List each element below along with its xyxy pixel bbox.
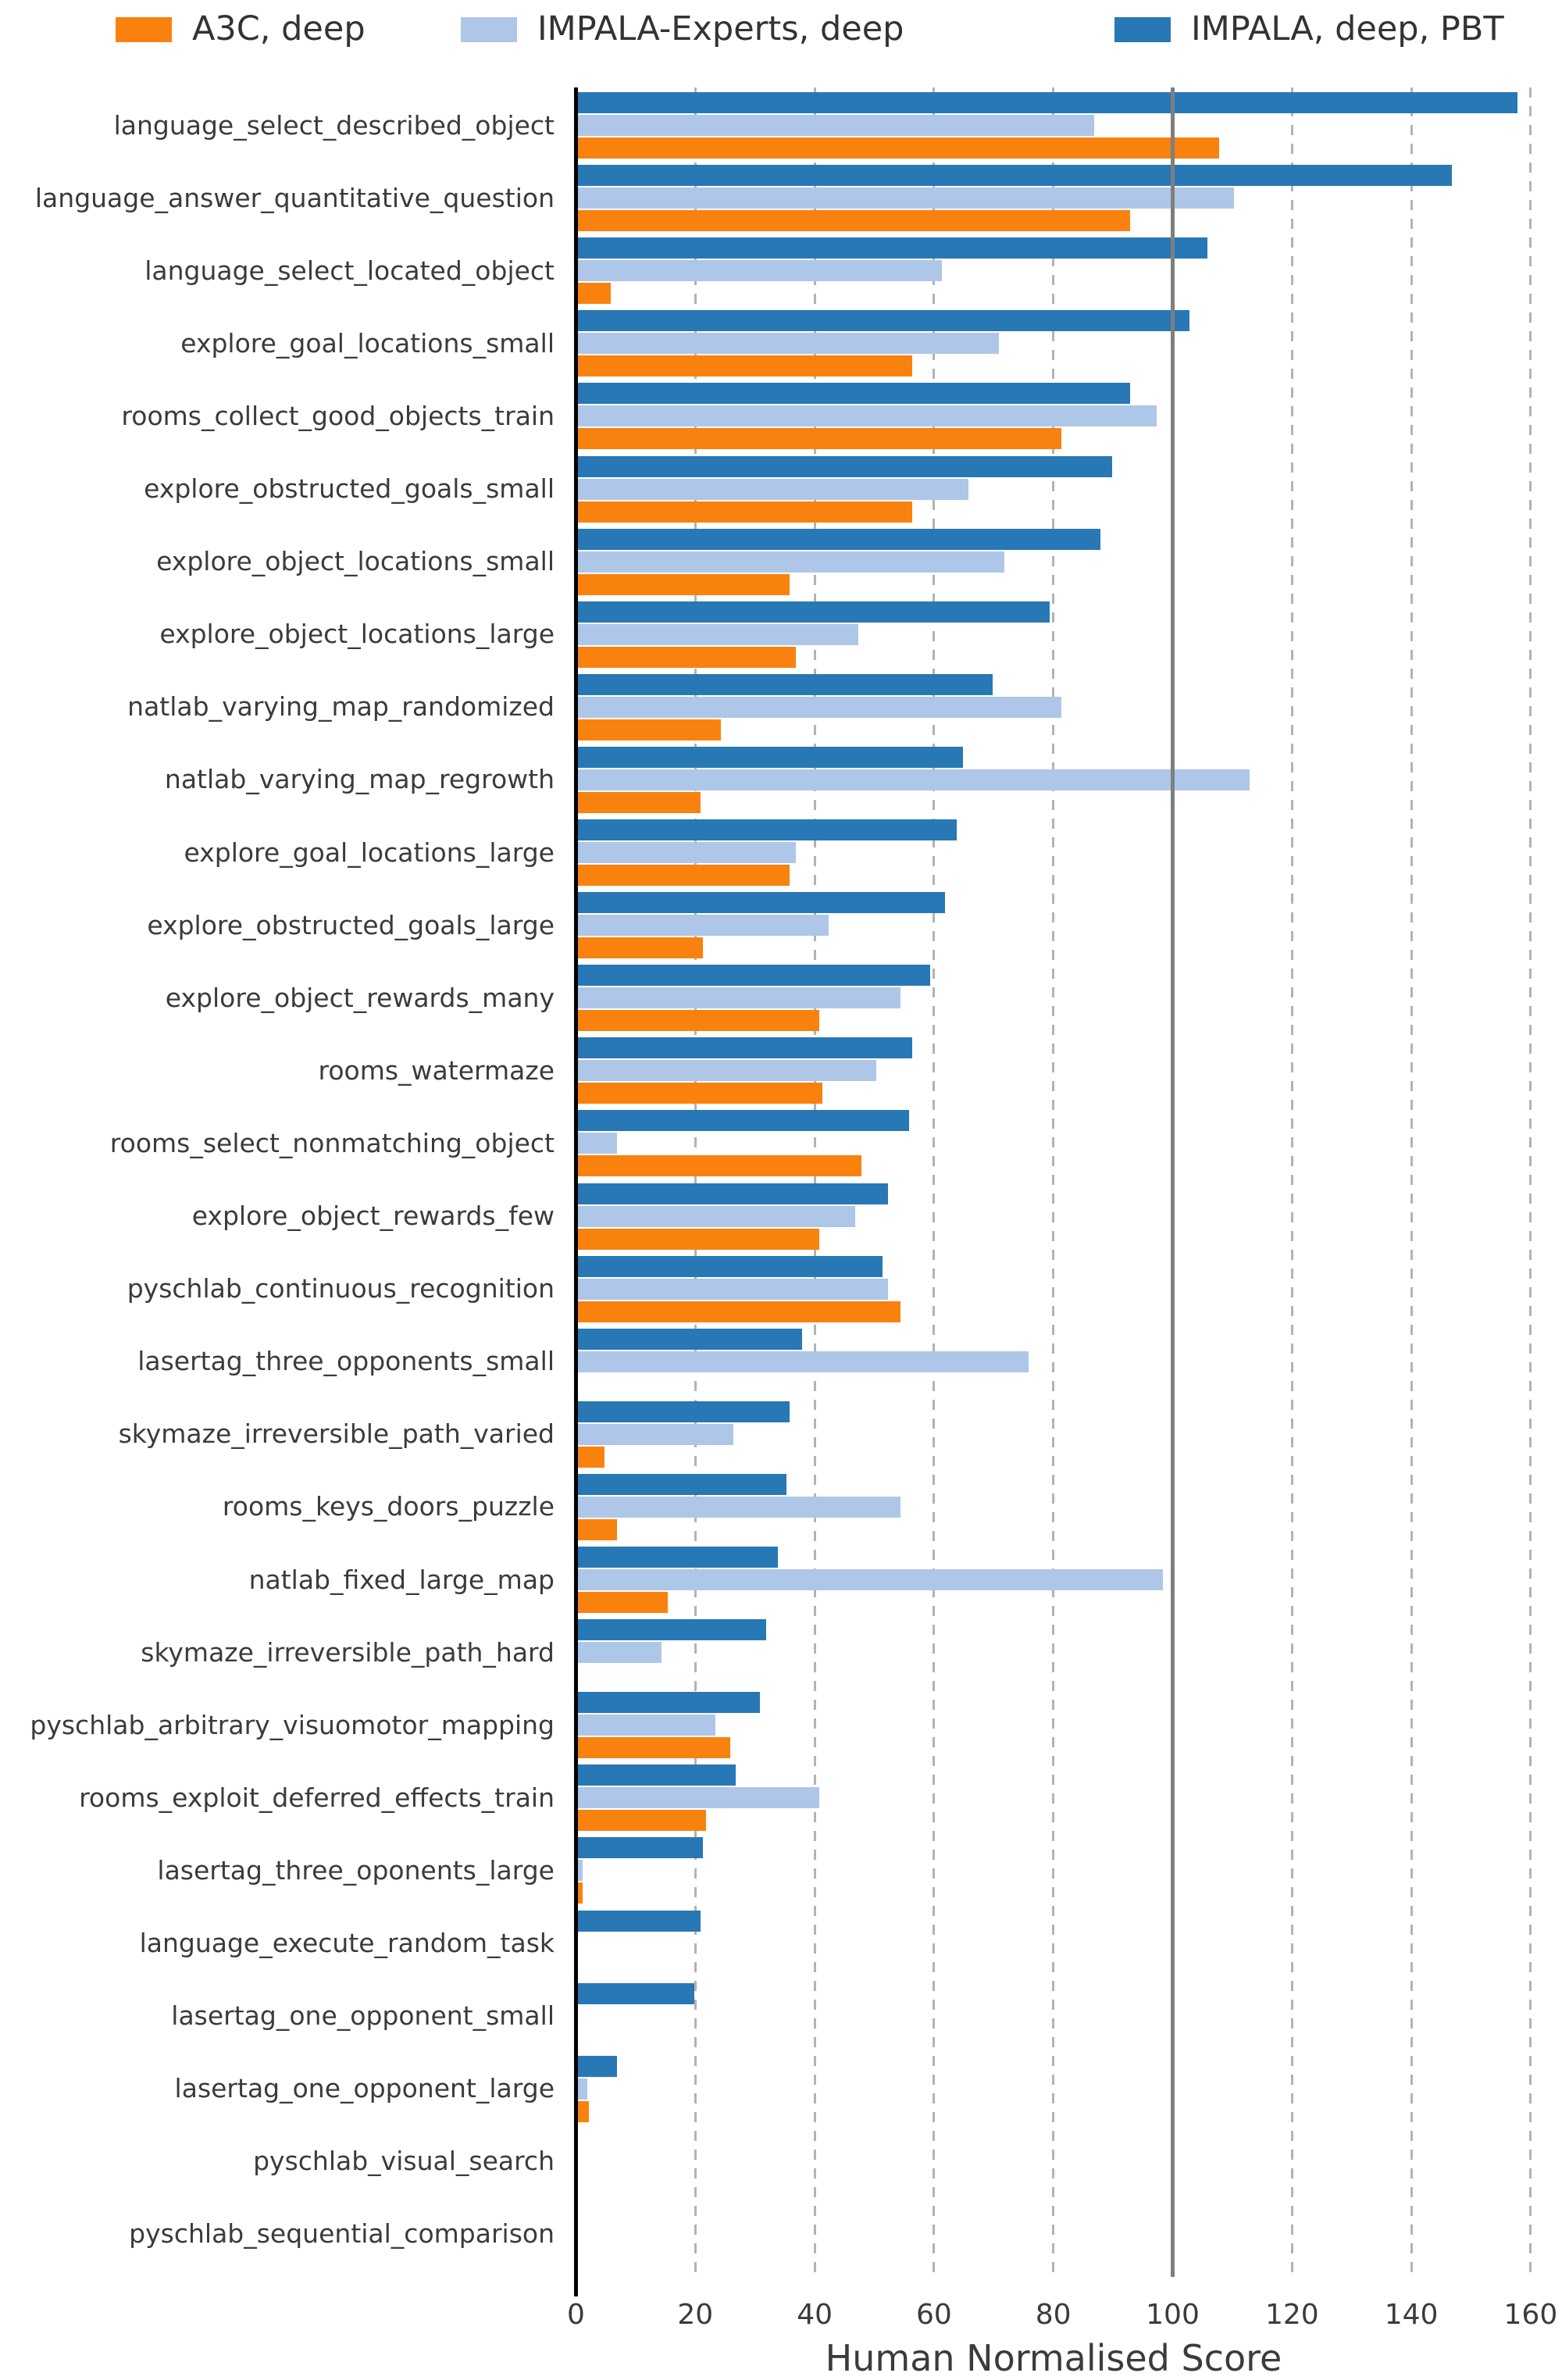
bar-a3c-row-7: [578, 647, 796, 668]
bar-a3c-row-24: [578, 1882, 583, 1904]
gridline-160: [1529, 87, 1532, 2277]
legend-label-a3c: A3C, deep: [192, 9, 366, 48]
bar-a3c-row-9: [578, 792, 701, 813]
x-tick-label: 120: [1264, 2299, 1319, 2331]
category-label: explore_object_locations_large: [159, 619, 555, 650]
bar-impala-experts-row-23: [578, 1787, 819, 1808]
bar-a3c-row-22: [578, 1737, 730, 1758]
category-label: explore_obstructed_goals_large: [147, 909, 555, 940]
bar-a3c-row-15: [578, 1229, 819, 1250]
gridline-140: [1410, 87, 1413, 2277]
bar-impala-experts-row-3: [578, 333, 999, 354]
legend-item-a3c: [116, 9, 366, 48]
x-tick-label: 160: [1503, 2299, 1558, 2331]
bar-impala-pbt-row-15: [578, 1183, 888, 1204]
bar-impala-experts-row-4: [578, 405, 1157, 426]
category-label: language_select_located_object: [144, 255, 555, 286]
category-label: lasertag_three_opponents_small: [137, 1346, 555, 1377]
category-label: rooms_exploit_deferred_effects_train: [79, 1782, 555, 1813]
bar-impala-pbt-row-14: [578, 1110, 909, 1131]
category-label: rooms_keys_doors_puzzle: [222, 1491, 555, 1522]
legend-swatch-impala-experts: [461, 17, 517, 42]
x-tick-label: 80: [1035, 2299, 1072, 2331]
category-label: language_answer_quantitative_question: [34, 182, 555, 213]
bar-impala-pbt-row-20: [578, 1547, 778, 1568]
category-label: natlab_fixed_large_map: [248, 1564, 555, 1595]
bar-impala-pbt-row-7: [578, 601, 1050, 623]
category-label: pyschlab_visual_search: [253, 2146, 555, 2177]
bar-a3c-row-1: [578, 210, 1130, 231]
category-label: natlab_varying_map_regrowth: [164, 764, 555, 795]
category-label: pyschlab_continuous_recognition: [127, 1273, 555, 1304]
category-label: language_select_described_object: [113, 109, 555, 141]
bar-impala-experts-row-7: [578, 624, 858, 645]
y-axis-spine: [574, 87, 578, 2296]
bar-impala-experts-row-17: [578, 1351, 1029, 1372]
bar-impala-experts-row-12: [578, 987, 900, 1008]
category-label: explore_object_locations_small: [156, 546, 555, 577]
category-label: rooms_collect_good_objects_train: [121, 400, 555, 431]
legend-swatch-impala-pbt: [1114, 17, 1171, 42]
bar-impala-experts-row-15: [578, 1206, 855, 1227]
bar-impala-pbt-row-24: [578, 1837, 703, 1858]
category-label: language_execute_random_task: [139, 1928, 555, 1958]
bar-impala-pbt-row-18: [578, 1401, 790, 1422]
bar-a3c-row-18: [578, 1447, 604, 1468]
bar-a3c-row-11: [578, 937, 703, 958]
bar-a3c-row-4: [578, 428, 1061, 449]
bar-impala-experts-row-24: [578, 1860, 583, 1881]
bar-impala-pbt-row-10: [578, 819, 957, 840]
bar-a3c-row-13: [578, 1083, 822, 1104]
bar-impala-experts-row-19: [578, 1497, 900, 1518]
bar-a3c-row-2: [578, 283, 611, 304]
category-label: lasertag_one_opponent_large: [174, 2073, 555, 2104]
bar-impala-pbt-row-17: [578, 1329, 802, 1350]
x-tick-label: 40: [797, 2299, 833, 2331]
category-label: skymaze_irreversible_path_varied: [118, 1418, 555, 1450]
legend-label-impala-experts: IMPALA-Experts, deep: [537, 9, 904, 48]
bar-impala-experts-row-27: [578, 2078, 587, 2100]
bar-impala-pbt-row-2: [578, 237, 1207, 259]
bar-impala-pbt-row-6: [578, 529, 1100, 550]
legend-swatch-a3c: [116, 17, 172, 42]
category-label: explore_object_rewards_many: [165, 982, 555, 1013]
bar-impala-pbt-row-22: [578, 1692, 760, 1713]
bar-impala-experts-row-6: [578, 551, 1004, 573]
bar-a3c-row-0: [578, 137, 1219, 159]
bar-impala-pbt-row-3: [578, 310, 1189, 331]
category-label: explore_obstructed_goals_small: [144, 473, 555, 504]
bar-impala-experts-row-14: [578, 1133, 617, 1154]
bar-a3c-row-5: [578, 501, 912, 523]
bar-a3c-row-16: [578, 1301, 900, 1322]
x-axis: [0, 2301, 1562, 2339]
bar-a3c-row-19: [578, 1519, 617, 1540]
bar-impala-pbt-row-25: [578, 1911, 701, 1932]
bar-impala-pbt-row-1: [578, 165, 1452, 186]
category-label: lasertag_one_opponent_small: [171, 2000, 555, 2032]
category-label: rooms_watermaze: [318, 1054, 555, 1086]
bar-impala-pbt-row-23: [578, 1764, 736, 1786]
bar-impala-experts-row-20: [578, 1569, 1163, 1590]
bar-a3c-row-27: [578, 2101, 589, 2122]
x-axis-title: Human Normalised Score: [825, 2337, 1282, 2379]
bar-impala-experts-row-13: [578, 1060, 876, 1081]
category-label: pyschlab_arbitrary_visuomotor_mapping: [30, 1709, 555, 1740]
x-tick-label: 0: [567, 2299, 585, 2331]
bar-impala-pbt-row-16: [578, 1256, 883, 1277]
bar-impala-experts-row-0: [578, 115, 1094, 136]
bar-impala-pbt-row-12: [578, 965, 930, 986]
gridline-120: [1291, 87, 1293, 2277]
x-tick-label: 20: [677, 2299, 714, 2331]
bar-impala-experts-row-5: [578, 479, 968, 500]
bar-impala-pbt-row-9: [578, 747, 963, 768]
bar-a3c-row-12: [578, 1010, 819, 1031]
bar-impala-experts-row-16: [578, 1279, 888, 1300]
bar-impala-pbt-row-13: [578, 1037, 912, 1058]
bar-impala-pbt-row-11: [578, 892, 945, 913]
bar-impala-pbt-row-19: [578, 1474, 786, 1495]
bar-impala-pbt-row-21: [578, 1619, 766, 1640]
bar-impala-experts-row-2: [578, 260, 942, 281]
bar-a3c-row-14: [578, 1155, 861, 1176]
x-tick-label: 60: [915, 2299, 952, 2331]
legend-item-impala-experts: [461, 9, 904, 48]
category-label: skymaze_irreversible_path_hard: [141, 1636, 555, 1668]
category-label: natlab_varying_map_randomized: [127, 691, 555, 723]
bar-impala-experts-row-1: [578, 187, 1234, 209]
legend-label-impala-pbt: IMPALA, deep, PBT: [1191, 9, 1504, 48]
bar-a3c-row-8: [578, 719, 721, 740]
x-tick-label: 100: [1146, 2299, 1200, 2331]
bar-impala-experts-row-18: [578, 1424, 733, 1445]
bar-impala-pbt-row-5: [578, 456, 1112, 477]
bar-impala-pbt-row-0: [578, 92, 1517, 113]
bar-impala-experts-row-8: [578, 697, 1061, 718]
category-label: explore_goal_locations_large: [184, 837, 555, 868]
bar-impala-pbt-row-26: [578, 1983, 694, 2004]
category-label: explore_object_rewards_few: [191, 1201, 555, 1231]
bar-impala-pbt-row-4: [578, 383, 1130, 404]
bar-impala-experts-row-10: [578, 842, 796, 863]
category-label: lasertag_three_oponents_large: [157, 1854, 555, 1886]
bar-impala-pbt-row-27: [578, 2056, 617, 2077]
x-tick-label: 140: [1384, 2299, 1439, 2331]
bar-impala-experts-row-22: [578, 1715, 715, 1736]
category-label: pyschlab_sequential_comparison: [129, 2218, 555, 2250]
bar-impala-experts-row-9: [578, 769, 1250, 790]
reference-line-100: [1171, 87, 1175, 2277]
bar-a3c-row-10: [578, 865, 790, 886]
bar-impala-pbt-row-8: [578, 674, 993, 695]
bar-a3c-row-23: [578, 1810, 706, 1831]
bar-a3c-row-3: [578, 355, 912, 376]
plot-area: [0, 87, 1562, 2277]
legend-item-impala-pbt: [1114, 9, 1504, 48]
bar-a3c-row-6: [578, 574, 790, 595]
bar-a3c-row-20: [578, 1592, 668, 1613]
bar-impala-experts-row-21: [578, 1642, 662, 1663]
category-label: explore_goal_locations_small: [180, 327, 555, 359]
bar-impala-experts-row-11: [578, 915, 829, 936]
category-label: rooms_select_nonmatching_object: [109, 1127, 555, 1158]
